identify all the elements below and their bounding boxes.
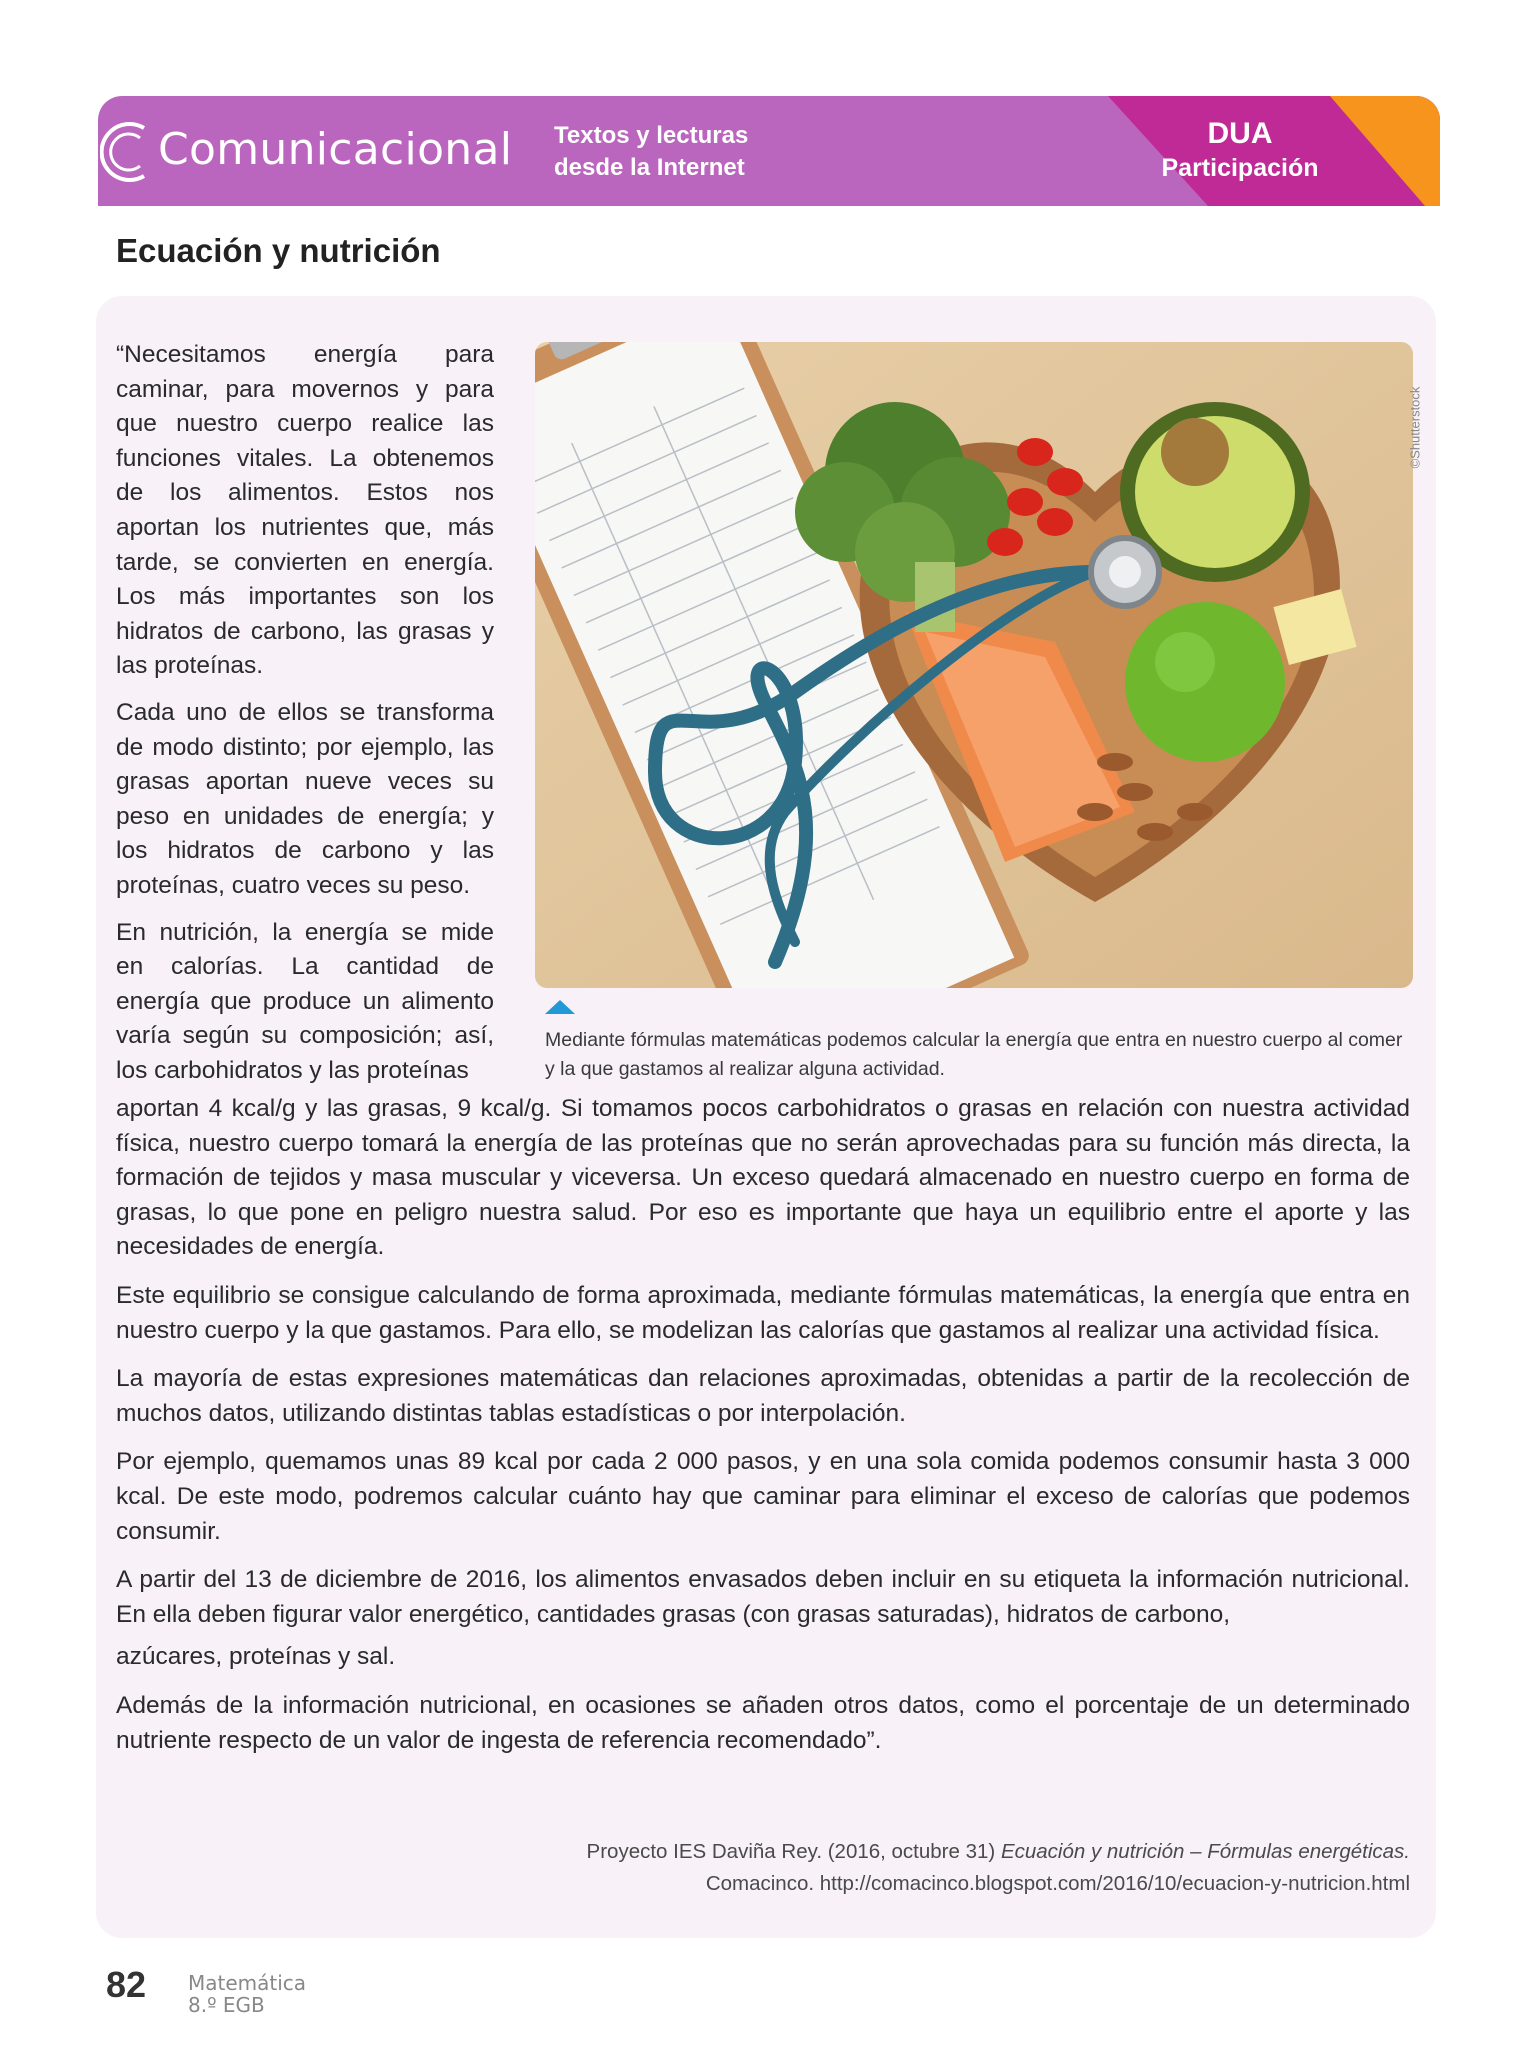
footer-subject-name: Matemática <box>188 1971 307 1995</box>
paragraph: Cada uno de ellos se transforma de modo distinto; por ejemplo, las grasas aportan nueve veces su peso en unidades de energía; y los hidratos de carbono y las proteínas, cuatro veces su peso. <box>116 698 494 899</box>
dua-title: DUA <box>1207 117 1273 150</box>
paragraph: aportan 4 kcal/g y las grasas, 9 kcal/g. Si tomamos pocos carbohidratos o grasas en relación con nuestra actividad física, nuestro cuerpo tomará la energía de las proteínas que no serán aprovechadas para su función más directa, la formación de tejidos y masa muscular y viceversa. Un exceso quedará almacenado en nuestro cuerpo en forma de grasas, lo que pone en peligro nuestra salud. Por eso es importante que haya un equilibrio entre el aporte y las necesidades de energía. <box>116 1095 1410 1261</box>
section-line-1: Textos y lecturas <box>554 122 749 149</box>
caption-arrow-icon <box>545 1000 575 1014</box>
paragraph: Por ejemplo, quemamos unas 89 kcal por cada 2 000 pasos, y en una sola comida podemos consumir hasta 3 000 kcal. De este modo, podremos calcular cuánto hay que caminar para eliminar el exceso de calorías que podemos consumir. <box>116 1448 1410 1545</box>
footer-grade: 8.º EGB <box>188 1993 265 2017</box>
dua-label <box>1140 116 1340 184</box>
heart-food-illustration <box>535 342 1413 988</box>
paragraph: “Necesitamos energía para caminar, para movernos y para que nuestro cuerpo realice las funciones vitales. La obtenemos de los alimentos. Estos nos aportan los nutrientes que, más tarde, se convierten en energía. Los más importantes son los hidratos de carbono, las grasas y las proteínas. <box>116 341 494 680</box>
paragraph: La mayoría de estas expresiones matemáticas dan relaciones aproximadas, obtenidas a partir de la recolección de muchos datos, utilizando distintas tablas estadísticas o por interpolación. <box>116 1365 1410 1427</box>
footer-subject <box>188 1972 306 2016</box>
photo-caption: Mediante fórmulas matemáticas podemos calcular la energía que entra en nuestro cuerpo al comer y la que gastamos al realizar alguna actividad. <box>545 1029 1403 1080</box>
paragraph: azúcares, proteínas y sal. <box>116 1643 396 1671</box>
section-label <box>554 120 748 184</box>
paragraph: A partir del 13 de diciembre de 2016, los alimentos envasados deben incluir en su etiqueta la información nutricional. En ella deben figurar valor energético, cantidades grasas (con grasas saturadas), hidratos de carbono, <box>116 1566 1410 1628</box>
nutrition-photo <box>535 342 1413 988</box>
source-title: Ecuación y nutrición – Fórmulas energéticas. <box>1000 1840 1410 1863</box>
page-number: 82 <box>106 1964 147 2005</box>
main-text <box>116 1092 1410 1772</box>
dua-subtitle: Participación <box>1161 154 1319 182</box>
page-title: Ecuación y nutrición <box>116 232 441 269</box>
photo-credit <box>1407 380 1434 480</box>
source-citation <box>510 1836 1410 1900</box>
section-line-2: desde la Internet <box>554 154 745 181</box>
header-banner <box>98 96 1440 206</box>
photo-credit-text: ©Shutterstock <box>1407 386 1423 469</box>
paragraph: En nutrición, la energía se mide en calorías. La cantidad de energía que produce un alimento varía según su composición; así, los carbohidratos y las proteínas <box>116 918 494 1084</box>
source-line-2: Comacinco. http://comacinco.blogspot.com/2016/10/ecuacion-y-nutricion.html <box>705 1872 1410 1895</box>
paragraph: Además de la información nutricional, en ocasiones se añaden otros datos, como el porcentaje de un determinado nutriente respecto de un valor de ingesta de referencia recomendado”. <box>116 1691 1410 1754</box>
paragraph: Este equilibrio se consigue calculando de forma aproximada, mediante fórmulas matemáticas, la energía que entra en nuestro cuerpo y la que gastamos. Para ello, se modelizan las calorías que gastamos al realizar una actividad física. <box>116 1281 1410 1344</box>
brand-title: Comunicacional <box>158 124 513 175</box>
source-line-1 <box>510 1836 1410 1868</box>
left-column-text <box>116 338 494 1088</box>
source-prefix: Proyecto IES Daviña Rey. (2016, octubre 31) <box>586 1840 1001 1863</box>
comunicacional-logo-icon <box>100 116 156 188</box>
